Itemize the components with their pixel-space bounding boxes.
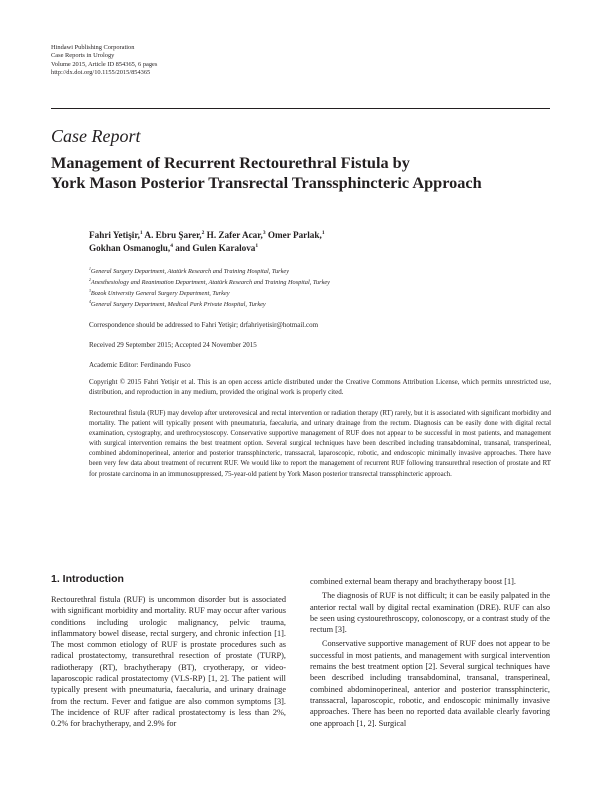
body-paragraph: Conservative supportive management of RUF does not appear to be successful in most patients, and management with surgical intervention remains the best treatment option [2]. Several surgical techniques have been described including transabdominal, transanal, transperineal, combined abdominoperineal, anterior and posterior transsphincteric, transsacral, laparoscopic, robotic, and endoscopic minimally invasive approaches. There has been no reported data available clearly favoring one approach [1, 2]. Surgical xyxy=(310,639,550,728)
article-type: Case Report xyxy=(51,126,141,146)
abstract-text: Rectourethral fistula (RUF) may develop after ureterovesical and rectal intervention or radiation therapy (RT) rarely, but it is associated with significant morbidity and mortality. The patient will typically present with pneumaturia, faecaluria, and urinary drainage from the rectum. Diagnosis can be easily done with digital rectal examination, cystography, and urethrocystoscopy. Conservative supportive management of RUF does not appear to be successful in most patients, and management with surgical intervention remains the best treatment option. Several surgical techniques have been described including transabdominal, transanal, transperineal, combined abdominoperineal, anterior and posterior transsphincteric, transsacral, laparoscopic, robotic, and endoscopic minimally invasive approaches. There have been very few data about treatment of recurrent RUF. We would like to report the management of recurrent RUF following transurethral resection of prostate and RT for prostate carcinoma in an immunosuppressed, 75-year-old patient by York Mason posterior transrectal transsphincteric approach. xyxy=(89,410,551,478)
right-column xyxy=(310,576,550,729)
volume-info: Volume 2015, Article ID 854365, 6 pages xyxy=(51,60,158,68)
author-affiliation-mark: 2 xyxy=(201,229,205,236)
affiliation-item: $^2$Anesthesiology and Reanimation Department, Atatürk Research and Training Hospital, Turkey xyxy=(89,277,330,286)
author-affiliation-mark: 1 xyxy=(139,229,143,236)
author-affiliation-mark: 4 xyxy=(170,242,173,249)
copyright-notice: Copyright © 2015 Fahri Yetişir et al. This is an open access article distributed under the Creative Commons Attribution License, which permits unrestricted use, distribution, and reproduction in any medium, provided the original work is properly cited. xyxy=(89,378,551,396)
affiliation-list xyxy=(89,266,509,310)
author-name: H. Zafer Acar, xyxy=(204,230,263,240)
author-affiliation-mark: 3 xyxy=(262,229,266,236)
affiliation-item: $^1$General Surgery Department, Atatürk Research and Training Hospital, Turkey xyxy=(89,266,289,275)
editor-line: Academic Editor: Ferdinando Fusco xyxy=(89,361,191,369)
body-paragraph: combined external beam therapy and brachytherapy boost [1]. xyxy=(310,577,516,586)
section-heading: 1. Introduction xyxy=(51,573,124,585)
doi-link[interactable]: http://dx.doi.org/10.1155/2015/854365 xyxy=(51,68,151,76)
dates-line: Received 29 September 2015; Accepted 24 November 2015 xyxy=(89,341,257,349)
author-name: and Gulen Karalova xyxy=(172,242,256,253)
article-title xyxy=(51,153,561,193)
journal-header xyxy=(51,44,157,77)
correspondence-line: Correspondence should be addressed to Fahri Yetişir; drfahriyetisir@hotmail.com xyxy=(89,321,319,329)
author-name: A. Ebru Şarer, xyxy=(142,230,202,240)
author-name: Gokhan Osmanoglu, xyxy=(89,242,171,253)
publisher-name: Hindawi Publishing Corporation xyxy=(51,44,135,51)
author-name: Fahri Yetişir, xyxy=(89,230,140,240)
author-name: Omer Parlak, xyxy=(265,230,322,240)
body-paragraph: The diagnosis of RUF is not difficult; it can be easily palpated in the anterior rectal wall by digital rectal examination (DRE). RUF can also be seen using cystourethroscopy, colonoscopy, or a contrast study of the rectum [3]. xyxy=(310,591,550,635)
author-list xyxy=(89,229,419,254)
author-affiliation-mark: 1 xyxy=(255,242,259,249)
title-line-1: Management of Recurrent Rectourethral Fistula by xyxy=(51,153,410,172)
affiliation-item: $^3$Bozok University General Surgery Department, Turkey xyxy=(89,288,230,297)
author-affiliation-mark: 1 xyxy=(321,229,325,236)
title-line-2: York Mason Posterior Transrectal Transsphincteric Approach xyxy=(51,173,482,192)
affiliation-item: $^4$General Surgery Department, Medical Park Private Hospital, Turkey xyxy=(89,299,266,308)
journal-name: Case Reports in Urology xyxy=(51,52,115,60)
body-paragraph: Rectourethral fistula (RUF) is uncommon disorder but is associated with significant morbidity and mortality. RUF may occur after various conditions including urologic malignancy, pelvic trauma, inflammatory bowel disease, rectal surgery, and chronic infection [1]. The most common etiology of RUF is prostate procedures such as radical prostatectomy, transurethral resection of prostate (TURP), radiotherapy (RT), brachytherapy (BT), cryotherapy, or video-laparoscopic radical prostatectomy (VLS-RP) [1, 2]. The patient will typically present with pneumaturia, faecaluria, and urinary drainage from the rectum. Fever and fatigue are also common symptoms [3]. The incidence of RUF after radical prostatectomy is less than 2%, 0.2% for brachytherapy, and 2.9% for xyxy=(51,595,286,729)
header-divider xyxy=(51,108,550,109)
left-column xyxy=(51,568,286,730)
